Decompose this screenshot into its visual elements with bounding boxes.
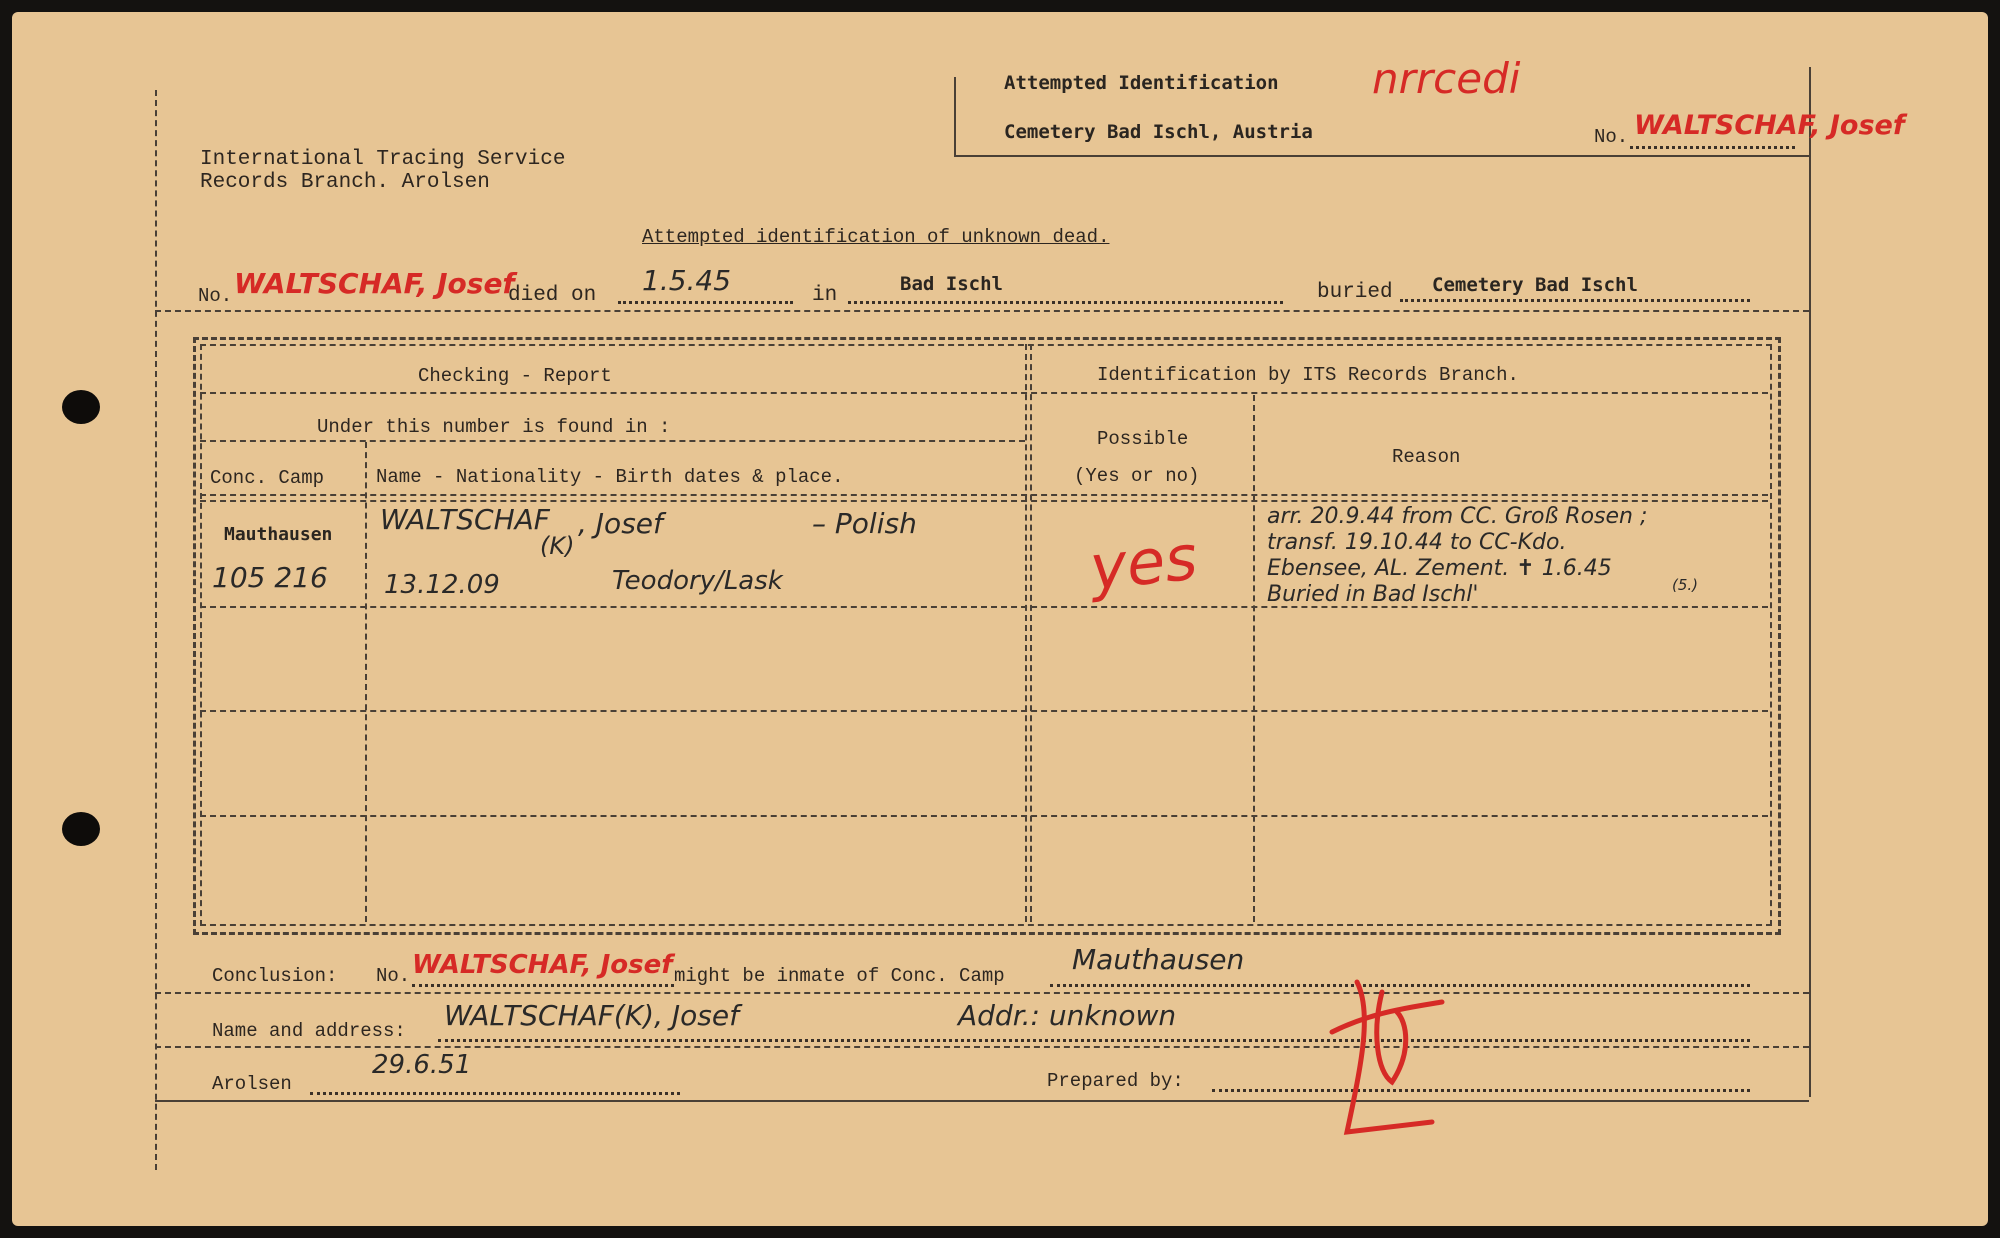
col-possible-header: Possible <box>1097 428 1189 450</box>
right-frame-line <box>1809 67 1811 1097</box>
row1-name-k: (K) <box>540 532 575 560</box>
row1-camp-number: 105 216 <box>212 561 328 594</box>
header-no-dots <box>1630 146 1795 149</box>
row1-reason-2: transf. 19.10.44 to CC-Kdo. <box>1267 530 1567 555</box>
row1-first-name: , Josef <box>578 507 663 540</box>
row-header-3 <box>200 494 1768 496</box>
arolsen-dots <box>310 1092 680 1095</box>
row1-reason-note: (5.) <box>1672 576 1699 594</box>
address-value: Addr.: unknown <box>958 999 1177 1032</box>
record-no-label: No. <box>198 285 233 307</box>
prepared-by-label: Prepared by: <box>1047 1070 1184 1092</box>
org-line-2: Records Branch. Arolsen <box>200 171 490 194</box>
arolsen-date: 29.6.51 <box>372 1050 472 1080</box>
header-no-value: WALTSCHAF, Josef <box>1634 110 1905 141</box>
stamp-line-2: Cemetery Bad Ischl, Austria <box>1004 121 1313 143</box>
footer-bottom-line <box>155 1100 1809 1102</box>
name-address-value: WALTSCHAF(K), Josef <box>444 999 739 1032</box>
row1-possible: yes <box>1086 520 1201 605</box>
conclusion-line <box>155 992 1809 994</box>
row1-reason-4: Buried in Bad Ischl' <box>1267 582 1479 607</box>
conclusion-no-label: No. <box>376 965 411 987</box>
col-reason-header: Reason <box>1392 446 1461 468</box>
name-address-label: Name and address: <box>212 1020 406 1042</box>
prepared-by-dots <box>1212 1089 1750 1092</box>
divider-camp-name <box>365 442 367 922</box>
divider-possible-reason <box>1253 395 1255 922</box>
row-line-3 <box>200 815 1768 817</box>
row1-nationality: – Polish <box>812 507 917 540</box>
row-header-3b <box>200 500 1768 502</box>
died-dots <box>618 301 793 304</box>
conclusion-no-dots <box>412 984 674 987</box>
row1-birth-date: 13.12.09 <box>384 570 500 600</box>
org-line-1: International Tracing Service <box>200 148 566 171</box>
row1-birth-place: Teodory/Lask <box>612 566 783 596</box>
index-card <box>12 12 1988 1226</box>
record-died-value: 1.5.45 <box>642 264 732 297</box>
name-address-line <box>155 1046 1809 1048</box>
record-underline <box>155 310 1809 312</box>
stamp-line-1: Attempted Identification <box>1004 72 1279 94</box>
stamp-box-bottom <box>954 155 1809 157</box>
record-died-label: died on <box>508 284 597 307</box>
handwritten-red-mark: nrrcedi <box>1372 54 1521 103</box>
row-header-1 <box>200 392 1768 394</box>
row1-camp: Mauthausen <box>224 524 333 545</box>
arolsen-label: Arolsen <box>212 1073 292 1095</box>
col-camp-header: Conc. Camp <box>210 467 325 489</box>
row1-reason-3: Ebensee, AL. Zement. ✝ 1.6.45 <box>1267 556 1612 581</box>
punch-hole-top <box>62 390 100 424</box>
record-buried-value: Cemetery Bad Ischl <box>1432 274 1638 296</box>
record-no-value: WALTSCHAF, Josef <box>234 267 515 300</box>
under-number-header: Under this number is found in : <box>317 416 671 438</box>
buried-dots <box>1400 299 1750 302</box>
record-in-label: in <box>812 284 838 307</box>
in-dots <box>848 301 1283 304</box>
ident-header: Identification by ITS Records Branch. <box>1097 364 1519 386</box>
punch-hole-bottom <box>62 812 100 846</box>
conclusion-label: Conclusion: <box>212 965 338 987</box>
col-name-header: Name - Nationality - Birth dates & place. <box>376 466 844 488</box>
conclusion-no-value: WALTSCHAF, Josef <box>412 950 673 980</box>
row1-reason-1: arr. 20.9.44 from CC. Groß Rosen ; <box>1267 504 1648 529</box>
record-buried-label: buried <box>1317 281 1393 304</box>
divider-checking-ident-2 <box>1030 344 1032 922</box>
form-title: Attempted identification of unknown dead. <box>642 226 1110 248</box>
red-signature <box>1312 972 1452 1152</box>
col-possible-sub: (Yes or no) <box>1074 465 1200 487</box>
checking-report-header: Checking - Report <box>418 365 612 387</box>
row1-name: WALTSCHAF <box>380 503 550 536</box>
name-address-dots <box>438 1039 1750 1042</box>
row-line-2 <box>200 710 1768 712</box>
record-in-value: Bad Ischl <box>900 273 1003 295</box>
conclusion-text: might be inmate of Conc. Camp <box>674 965 1005 987</box>
stamp-box-left <box>954 77 956 157</box>
row-line-1 <box>200 606 1768 608</box>
row-header-2 <box>200 440 1025 442</box>
conclusion-camp: Mauthausen <box>1072 943 1245 976</box>
header-no-label: No. <box>1594 126 1629 148</box>
left-margin-line <box>155 90 157 1170</box>
divider-checking-ident <box>1025 344 1027 922</box>
